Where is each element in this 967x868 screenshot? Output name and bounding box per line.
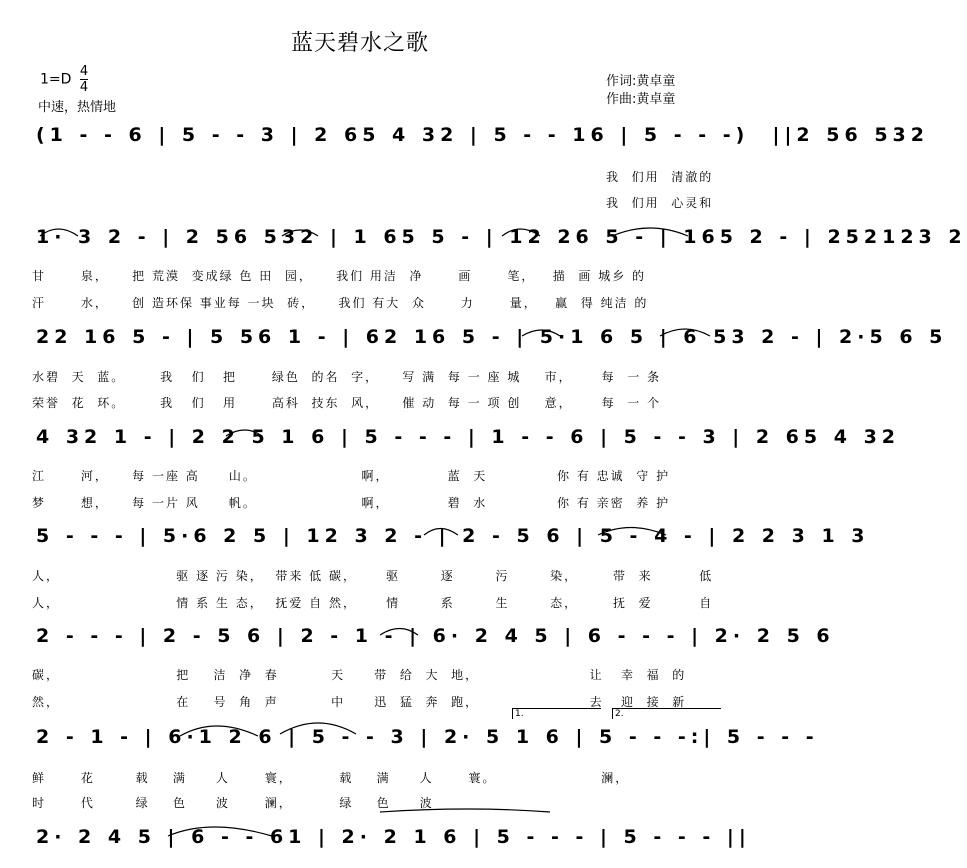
lyricist-credit: 作词:黄卓童 (606, 74, 676, 89)
score-row-1 (30, 124, 929, 154)
time-signature (80, 64, 88, 95)
song-title: 蓝天碧水之歌 (290, 31, 429, 56)
lyric-row-3-verse-2: 荣誉 花 环。 我 们 用 高科 技东 风， 催 动 每 一 项 创 意， 每 一 个 (32, 396, 662, 410)
second-ending-bracket: 2. (612, 708, 721, 719)
time-top: 4 (79, 64, 89, 79)
lyric-row-3-verse-1: 水碧 天 蓝。 我 们 把 绿色 的名 字， 写 满 每 一 座 城 市， 每 一 条 (32, 370, 662, 384)
lyric-row-4-verse-2: 梦 想， 每 一片 风 帆。 啊， 碧 水 你 有 亲密 养 护 (32, 496, 671, 510)
lyric-row-5-verse-2: 人， 情 系 生 态， 抚爱 自 然， 情 系 生 态， 抚 爱 自 (32, 596, 714, 610)
tempo-marking: 中速，热情地 (38, 100, 117, 115)
lyric-row-2-verse-1: 甘 泉， 把 荒漠 变成绿 色 田 园， 我们 用洁 净 画 笔， 描 画 城乡 的 (32, 269, 647, 283)
score-row-8 (30, 826, 751, 856)
notes-row-7: 2 - 1 - | 6·1 2 6 | 5 - - 3 | 2· 5 1 6 | 5 - - -:| 5 - - - (36, 726, 819, 748)
lyric-row-7-verse-2: 时 代 绿 色 波 澜， 绿 色 波 (32, 796, 434, 810)
notes-row-1: (1 - - 6 | 5 - - 3 | 2 65 4 32 | 5 - - 16 | 5 - - -) ||2 56 532 (36, 124, 929, 146)
notes-row-2: 1· 3 2 - | 2 56 532 | 1 65 5 - | 12 26 5 - | 165 2 - | 252123 2 (36, 226, 967, 248)
lyric-row-6-verse-1: 碳， 把 洁 净 春 天 带 给 大 地， 让 幸 福 的 (32, 668, 687, 682)
notes-row-8: 2· 2 4 5 | 6 - - 61 | 2· 2 1 6 | 5 - - - | 5 - - - || (36, 826, 751, 848)
notes-row-6: 2 - - - | 2 - 5 6 | 2 - 1 - | 6· 2 4 5 | 6 - - - | 2· 2 5 6 (36, 625, 835, 647)
lyric-row-5-verse-1: 人， 驱 逐 污 染， 带来 低 碳， 驱 逐 污 染， 带 来 低 (32, 569, 714, 583)
score-row-7 (30, 726, 819, 756)
key-signature (40, 64, 88, 95)
score-row-5 (30, 525, 870, 555)
composer-credit: 作曲:黄卓童 (606, 92, 676, 107)
lyric-row-7-verse-1: 鲜 花 载 满 人 寰， 载 满 人 寰。 澜， (32, 771, 630, 785)
score-row-3 (30, 326, 948, 356)
intro-lyric-verse-2: 我 们用 心灵和 (606, 196, 714, 210)
time-bottom: 4 (79, 80, 89, 95)
lyric-row-2-verse-2: 汗 水， 创 造环保 事业每 一块 砖， 我们 有大 众 力 量， 赢 得 纯洁 的 (32, 296, 649, 310)
first-ending-bracket: 1. (512, 708, 601, 719)
score-row-6 (30, 625, 835, 655)
intro-lyric-verse-1: 我 们用 清澈的 (606, 170, 714, 184)
notes-row-5: 5 - - - | 5·6 2 5 | 12 3 2 - | 2 - 5 6 | 5 - 4 - | 2 2 3 1 3 (36, 525, 870, 547)
key-label: 1=D (40, 71, 72, 88)
notes-row-3: 22 16 5 - | 5 56 1 - | 62 16 5 - | 5·1 6 5 | 6 53 2 - | 2·5 6 5 (36, 326, 948, 348)
lyric-row-4-verse-1: 江 河， 每 一座 高 山。 啊， 蓝 天 你 有 忠诚 守 护 (32, 469, 671, 483)
notes-row-4: 4 32 1 - | 2 2 5 1 6 | 5 - - - | 1 - - 6 | 5 - - 3 | 2 65 4 32 (36, 426, 901, 448)
lyric-row-6-verse-2: 然， 在 号 角 声 中 迅 猛 奔 跑， 去 迎 接 新 (32, 695, 687, 709)
score-row-2 (30, 226, 967, 256)
score-row-4 (30, 426, 901, 456)
